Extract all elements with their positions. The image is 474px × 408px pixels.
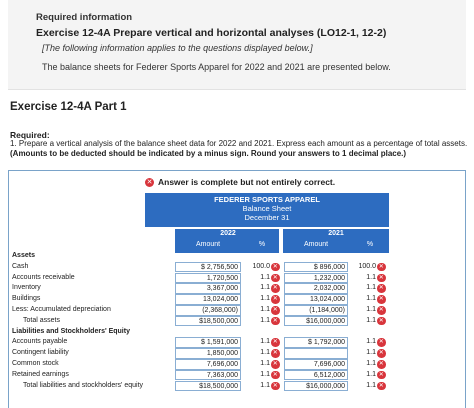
table-row xyxy=(9,327,467,338)
amount-2021-input[interactable]: 13,024,000 xyxy=(284,294,348,305)
exercise-title: Exercise 12-4A Prepare vertical and horizontal analyses (LO12-1, 12-2) xyxy=(36,27,387,39)
percent-2021-input[interactable]: 1.1 xyxy=(366,370,376,378)
info-heading: Required information xyxy=(36,12,133,23)
info-note: [The following information applies to the questions displayed below.] xyxy=(42,43,313,53)
year-2021-label: 2021 xyxy=(328,230,344,237)
percent-2021-input[interactable]: 1.1 xyxy=(366,284,376,292)
table-row xyxy=(9,294,467,305)
table-row xyxy=(9,359,467,370)
amount-2021-input[interactable]: 6,512,000 xyxy=(284,370,348,381)
row-label: Accounts payable xyxy=(12,338,68,346)
amount-2022-input[interactable]: 3,367,000 xyxy=(175,283,241,294)
table-row xyxy=(9,305,467,316)
balance-sheet-table xyxy=(8,170,466,408)
incorrect-x-icon: ✕ xyxy=(272,307,278,313)
percent-2022-input[interactable]: 1.1 xyxy=(260,306,270,313)
col-amount-2022: Amount xyxy=(195,241,221,248)
year-2022-label: 2022 xyxy=(220,230,236,237)
answer-status-text: Answer is complete but not entirely correct. xyxy=(158,177,336,187)
percent-2022-input[interactable]: 100.0 xyxy=(252,262,270,270)
table-row xyxy=(9,251,467,262)
percent-2021-input[interactable]: 1.1 xyxy=(366,338,376,346)
incorrect-x-icon: ✕ xyxy=(272,274,278,281)
row-label: Inventory xyxy=(12,284,41,292)
incorrect-x-icon: ✕ xyxy=(272,350,278,357)
table-row xyxy=(9,370,467,381)
table-row xyxy=(9,316,467,327)
amount-2022-input[interactable]: 7,363,000 xyxy=(175,370,241,381)
table-header xyxy=(145,193,389,227)
part-title: Exercise 12-4A Part 1 xyxy=(10,101,127,113)
incorrect-x-icon: ✕ xyxy=(272,382,278,389)
amount-2022-input[interactable]: $18,500,000 xyxy=(175,316,241,327)
required-instructions xyxy=(10,139,468,158)
percent-2022-input[interactable]: 1.1 xyxy=(260,360,270,367)
table-row xyxy=(9,381,467,392)
amount-2021-input[interactable]: 1,232,000 xyxy=(284,273,348,284)
percent-2022-input[interactable]: 1.1 xyxy=(260,381,270,389)
incorrect-x-icon: ✕ xyxy=(378,361,384,367)
incorrect-x-icon: ✕ xyxy=(378,382,384,389)
incorrect-x-icon: ✕ xyxy=(378,296,384,303)
row-label: Less: Accumulated depreciation xyxy=(12,306,111,313)
amount-2022-input[interactable]: 7,696,000 xyxy=(175,359,241,370)
incorrect-x-icon: ✕ xyxy=(272,263,278,270)
amount-2022-input[interactable]: 13,024,000 xyxy=(175,294,241,305)
incorrect-x-icon: ✕ xyxy=(272,361,278,367)
percent-2021-input[interactable]: 100.0 xyxy=(358,262,376,270)
amount-2021-input[interactable]: $ 1,792,000 xyxy=(284,337,348,348)
incorrect-x-icon: ✕ xyxy=(272,296,278,303)
year-2022-header xyxy=(175,229,281,253)
percent-2021-input[interactable]: 1.1 xyxy=(366,273,376,281)
table-row xyxy=(9,283,467,294)
row-label: Total liabilities and stockholders' equity xyxy=(23,381,144,389)
statement-date: December 31 xyxy=(244,213,290,222)
incorrect-x-icon: ✕ xyxy=(378,274,384,281)
amount-2022-input[interactable]: 1,720,500 xyxy=(175,273,241,284)
row-label: Contingent liability xyxy=(12,349,69,357)
amount-2021-input[interactable]: 2,032,000 xyxy=(284,283,348,294)
table-row xyxy=(9,337,467,348)
row-label: Liabilities and Stockholders' Equity xyxy=(12,327,130,335)
amount-2021-input[interactable]: 7,696,000 xyxy=(284,359,348,370)
amount-2021-input[interactable]: (1,184,000) xyxy=(284,305,348,316)
percent-2021-input[interactable]: 1.1 xyxy=(366,349,376,357)
info-text: The balance sheets for Federer Sports Apparel for 2022 and 2021 are presented below. xyxy=(42,62,391,72)
amount-2022-input[interactable]: 1,850,000 xyxy=(175,348,241,359)
incorrect-x-icon: ✕ xyxy=(272,371,278,378)
percent-2021-input[interactable]: 1.1 xyxy=(366,360,376,367)
percent-2022-input[interactable]: 1.1 xyxy=(260,338,270,346)
row-label: Total assets xyxy=(23,316,60,324)
incorrect-x-icon: ✕ xyxy=(378,339,384,346)
required-text-plain: 1. Prepare a vertical analysis of the balance sheet data for 2022 and 2021. Express each amount as a percentage of total assets. xyxy=(10,139,468,148)
company-name: FEDERER SPORTS APPAREL xyxy=(214,195,320,204)
answer-status-banner xyxy=(145,177,335,187)
statement-name: Balance Sheet xyxy=(242,204,292,213)
percent-2022-input[interactable]: 1.1 xyxy=(260,273,270,281)
year-2021-header xyxy=(283,229,389,253)
row-label: Cash xyxy=(12,262,29,270)
percent-2022-input[interactable]: 1.1 xyxy=(260,316,270,324)
table-row xyxy=(9,273,467,284)
amount-2021-input[interactable]: $16,000,000 xyxy=(284,316,348,327)
incorrect-x-icon: ✕ xyxy=(378,263,384,270)
incorrect-x-icon: ✕ xyxy=(272,285,278,292)
percent-2021-input[interactable]: 1.1 xyxy=(366,316,376,324)
row-label: Buildings xyxy=(12,295,41,303)
percent-2022-input[interactable]: 1.1 xyxy=(260,370,270,378)
row-label: Retained earnings xyxy=(12,370,69,378)
amount-2022-input[interactable]: (2,368,000) xyxy=(175,305,241,316)
amount-2022-input[interactable]: $ 1,591,000 xyxy=(175,337,241,348)
required-text-bold: (Amounts to be deducted should be indicated by a minus sign. Round your answers to 1 decimal place.) xyxy=(10,148,407,158)
required-label: Required: xyxy=(10,130,50,140)
incorrect-x-icon: ✕ xyxy=(378,307,384,313)
percent-2022-input[interactable]: 1.1 xyxy=(260,284,270,292)
col-percent-2021: % xyxy=(366,241,374,248)
incorrect-x-icon: ✕ xyxy=(272,317,278,324)
incorrect-x-icon: ✕ xyxy=(378,317,384,324)
required-information-panel xyxy=(8,0,466,90)
amount-2022-input[interactable]: $ 2,756,500 xyxy=(175,262,241,273)
incorrect-x-icon: ✕ xyxy=(378,285,384,292)
amount-2021-input[interactable]: $16,000,000 xyxy=(284,381,348,392)
table-row xyxy=(9,348,467,359)
amount-2022-input[interactable]: $18,500,000 xyxy=(175,381,241,392)
incorrect-x-icon: ✕ xyxy=(272,339,278,346)
col-percent-2022: % xyxy=(258,241,266,248)
percent-2021-input[interactable]: 1.1 xyxy=(366,306,376,313)
table-row xyxy=(9,262,467,273)
col-amount-2021: Amount xyxy=(303,241,329,248)
percent-2022-input[interactable]: 1.1 xyxy=(260,349,270,357)
percent-2021-input[interactable]: 1.1 xyxy=(366,381,376,389)
percent-2022-input[interactable]: 1.1 xyxy=(260,295,270,303)
x-icon: ✕ xyxy=(146,178,153,186)
amount-2021-input[interactable]: $ 896,000 xyxy=(284,262,348,273)
row-label: Common stock xyxy=(12,360,59,367)
amount-2021-input[interactable] xyxy=(284,348,348,359)
incorrect-x-icon: ✕ xyxy=(378,350,384,357)
row-label: Assets xyxy=(12,252,35,259)
row-label: Accounts receivable xyxy=(12,273,75,281)
percent-2021-input[interactable]: 1.1 xyxy=(366,295,376,303)
incorrect-x-icon: ✕ xyxy=(378,371,384,378)
